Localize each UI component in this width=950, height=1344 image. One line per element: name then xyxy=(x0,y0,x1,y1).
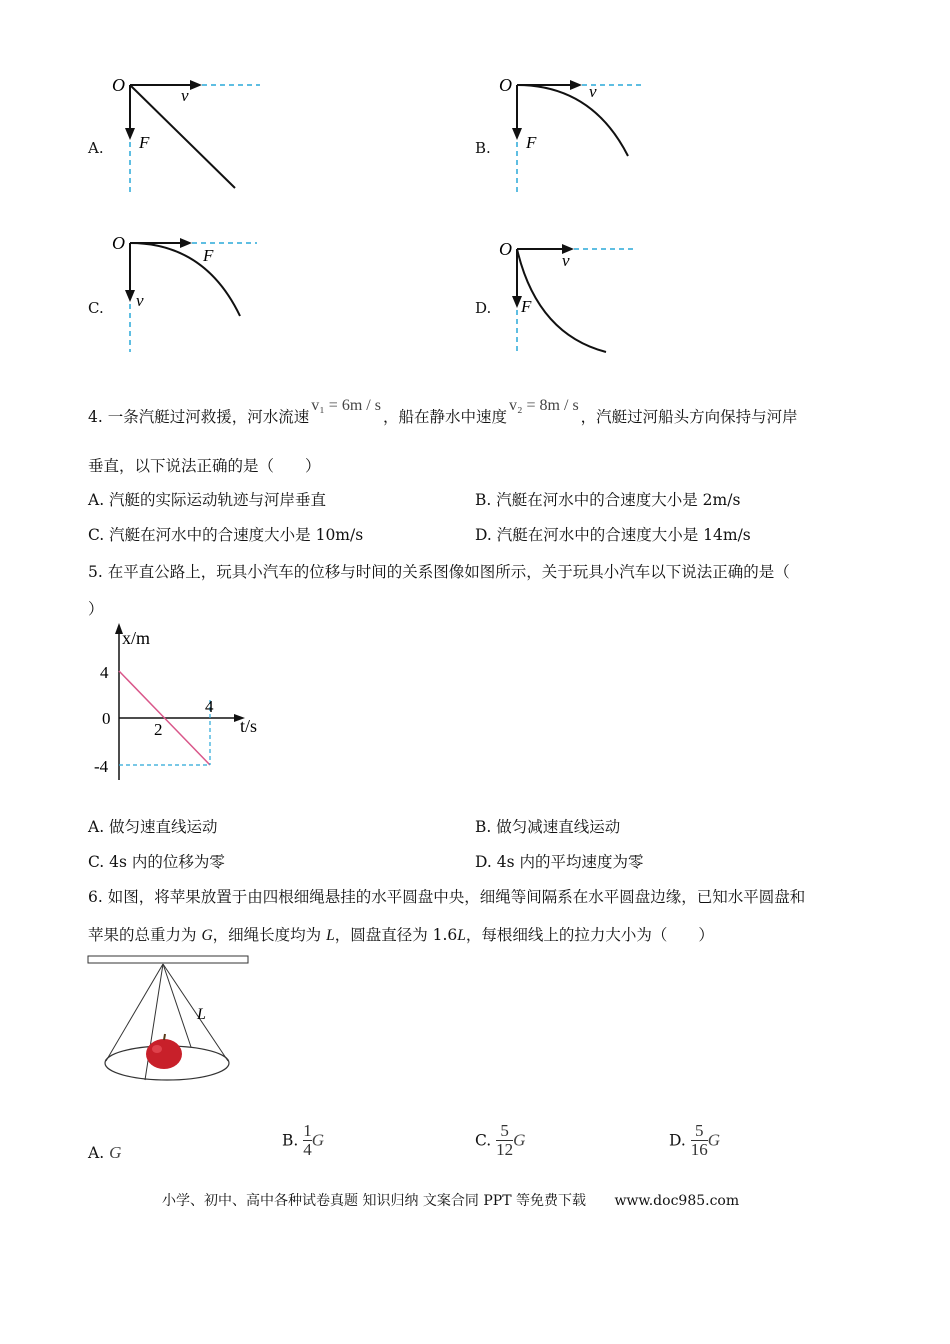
q6-option-d: D. $\frac{5}{16}$ G xyxy=(669,1121,721,1159)
footer-url[interactable]: www.doc985.com xyxy=(614,1193,740,1209)
x-axis-label: t/s xyxy=(240,716,258,736)
y-axis-label: x/m xyxy=(122,628,151,648)
q6-option-a: A. G xyxy=(88,1143,122,1162)
x-tick-2: 2 xyxy=(154,720,163,739)
y-tick-neg4: -4 xyxy=(94,757,109,776)
q4-option-a: A. 汽艇的实际运动轨迹与河岸垂直 xyxy=(88,491,327,509)
q6-apple-figure xyxy=(85,953,255,1088)
origin-label: O xyxy=(112,233,125,253)
q5-option-d: D. 4s 内的平均速度为零 xyxy=(475,853,644,871)
option-letter: C. xyxy=(88,299,104,317)
rope-length-label: L xyxy=(197,1006,206,1023)
top-label: v xyxy=(562,251,570,270)
q5-stem-line1: 5. 在平直公路上，玩具小汽车的位移与时间的关系图像如图所示，关于玩具小汽车以下说法正确的是（ xyxy=(88,563,790,581)
q4-option-d: D. 汽艇在河水中的合速度大小是 14m/s xyxy=(475,526,751,544)
q3-diagram-d xyxy=(492,234,662,364)
ceiling-bar xyxy=(88,956,248,963)
q5-xt-chart xyxy=(88,620,278,790)
q6-option-c: C. $\frac{5}{12}$ G xyxy=(475,1121,526,1159)
fraction: $\frac{5}{12}$ xyxy=(496,1121,514,1159)
rope xyxy=(163,964,191,1047)
fraction: $\frac{1}{4}$ xyxy=(303,1121,312,1159)
fraction: $\frac{5}{16}$ xyxy=(690,1121,708,1159)
q5-option-c: C. 4s 内的位移为零 xyxy=(88,853,225,871)
option-letter: B. xyxy=(475,139,491,157)
y-tick-4: 4 xyxy=(100,663,109,682)
q3-diagram-a xyxy=(105,70,275,200)
q5-stem-line2: ） xyxy=(88,600,104,618)
top-label: F xyxy=(203,246,214,265)
q5-option-a: A. 做匀速直线运动 xyxy=(88,818,218,836)
q4-option-c: C. 汽艇在河水中的合速度大小是 10m/s xyxy=(88,526,364,544)
origin-label: O xyxy=(499,239,512,259)
side-label: F xyxy=(139,133,150,152)
top-label: v xyxy=(181,86,189,105)
q4-stem-line1: 4. 一条汽艇过河救援，河水流速v₁ = 6m / s，船在静水中速度v₂ = 8m / s，汽艇过河船头方向保持与河岸 xyxy=(88,397,798,426)
q4-v2: v₂ = 8m / s xyxy=(508,397,579,414)
q5-option-b: B. 做匀减速直线运动 xyxy=(475,818,621,836)
option-letter: D. xyxy=(475,299,492,317)
q4-stem-line2: 垂直，以下说法正确的是（ ） xyxy=(88,457,321,475)
origin-label: O xyxy=(499,75,512,95)
q6-option-b: B. $\frac{1}{4}$ G xyxy=(282,1121,325,1159)
origin-label: O xyxy=(112,75,125,95)
q4-v1: v₁ = 6m / s xyxy=(311,397,381,414)
footer xyxy=(162,1190,739,1212)
option-letter: A. xyxy=(88,139,104,157)
q6-stem-line2: 苹果的总重力为 G，细绳长度均为 L，圆盘直径为 1.6L，每根细线上的拉力大小为（ ） xyxy=(88,926,714,944)
side-label: F xyxy=(521,297,532,316)
q4-option-b: B. 汽艇在河水中的合速度大小是 2m/s xyxy=(475,491,741,509)
side-label: v xyxy=(136,291,144,310)
q3-diagram-b xyxy=(492,70,662,200)
top-label: v xyxy=(589,82,597,101)
q3-diagram-c xyxy=(105,228,275,358)
q6-stem-line1: 6. 如图，将苹果放置于由四根细绳悬挂的水平圆盘中央，细绳等间隔系在水平圆盘边缘，已知水平圆盘和 xyxy=(88,888,806,906)
footer-text: 小学、初中、高中各种试卷真题 知识归纳 文案合同 PPT 等免费下载 xyxy=(162,1193,586,1209)
x-tick-4: 4 xyxy=(205,697,214,716)
side-label: F xyxy=(526,133,537,152)
y-tick-0: 0 xyxy=(102,709,111,728)
